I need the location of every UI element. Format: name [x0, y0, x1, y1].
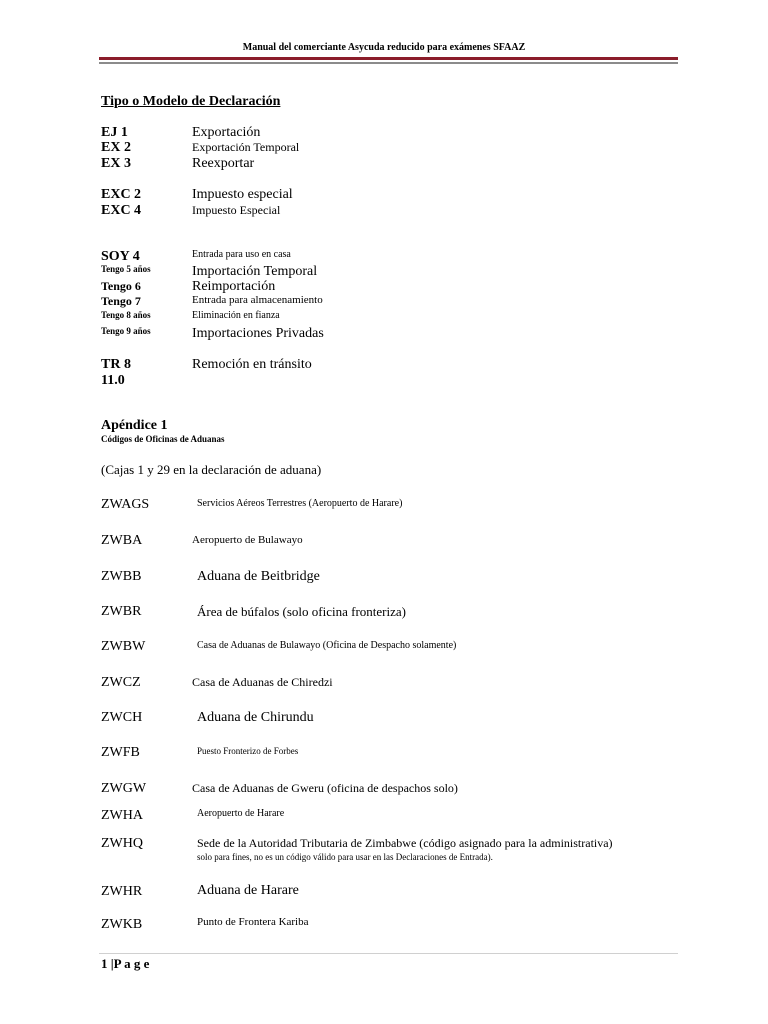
office-desc: Puesto Fronterizo de Forbes	[197, 746, 299, 756]
declaration-desc: Importaciones Privadas	[192, 326, 324, 341]
declaration-code: Tengo 9 años	[101, 326, 151, 336]
declaration-code: TR 8	[101, 357, 131, 372]
office-code: ZWHQ	[101, 836, 143, 851]
office-code: ZWKB	[101, 917, 143, 932]
office-desc: Casa de Aduanas de Bulawayo (Oficina de Despacho solamente)	[197, 640, 457, 651]
declaration-code: SOY 4	[101, 249, 140, 264]
declaration-code: EXC 2	[101, 187, 142, 202]
office-code: ZWBB	[101, 569, 142, 584]
declaration-code: Tengo 7	[101, 294, 141, 308]
declaration-code: EX 2	[101, 140, 131, 155]
office-code: ZWBW	[101, 639, 146, 654]
declaration-code: EJ 1	[101, 125, 128, 140]
office-desc: Aeropuerto de Bulawayo	[192, 534, 303, 546]
page-number: 1 |P a g e	[101, 956, 150, 971]
office-desc: Aduana de Harare	[197, 883, 299, 898]
declaration-code: Tengo 8 años	[101, 310, 151, 320]
office-desc: Aduana de Chirundu	[197, 710, 314, 725]
appendix-note: (Cajas 1 y 29 en la declaración de aduana)	[101, 462, 322, 477]
declaration-desc: Impuesto especial	[192, 187, 293, 202]
office-desc-continuation: solo para fines, no es un código válido para usar en las Declaraciones de Entrada).	[197, 852, 493, 862]
office-code: ZWCH	[101, 710, 143, 725]
office-desc: Casa de Aduanas de Gweru (oficina de despachos solo)	[192, 781, 458, 795]
office-code: ZWCZ	[101, 675, 141, 690]
appendix-subtitle: Códigos de Oficinas de Aduanas	[101, 434, 225, 444]
declaration-code: EX 3	[101, 156, 131, 171]
office-desc: Área de búfalos (solo oficina fronteriza)	[197, 604, 406, 619]
office-desc: Aeropuerto de Harare	[197, 808, 285, 819]
header-rule-maroon	[99, 57, 678, 60]
declaration-desc: Reimportación	[192, 279, 276, 294]
declaration-code: Tengo 6	[101, 279, 141, 293]
office-code: ZWAGS	[101, 497, 150, 512]
declaration-desc: Impuesto Especial	[192, 203, 281, 217]
office-code: ZWBA	[101, 533, 143, 548]
declaration-desc: Entrada para almacenamiento	[192, 294, 323, 306]
footer-rule	[99, 953, 678, 954]
header-rule-grey	[99, 62, 678, 64]
office-desc: Casa de Aduanas de Chiredzi	[192, 675, 333, 689]
declaration-code: EXC 4	[101, 203, 142, 218]
declaration-code: 11.0	[101, 373, 125, 388]
office-code: ZWFB	[101, 745, 140, 760]
office-desc: Sede de la Autoridad Tributaria de Zimbabwe (código asignado para la administrativa)	[197, 836, 613, 850]
declaration-desc: Reexportar	[192, 156, 255, 171]
declaration-desc: Importación Temporal	[192, 264, 318, 279]
office-desc: Aduana de Beitbridge	[197, 569, 320, 584]
office-code: ZWHA	[101, 808, 143, 823]
office-desc: Servicios Aéreos Terrestres (Aeropuerto de Harare)	[197, 498, 403, 509]
office-code: ZWGW	[101, 781, 147, 796]
declaration-code: Tengo 5 años	[101, 264, 151, 274]
office-code: ZWBR	[101, 604, 142, 619]
declaration-desc: Eliminación en fianza	[192, 310, 280, 321]
appendix-title: Apéndice 1	[101, 418, 168, 433]
office-code: ZWHR	[101, 884, 143, 899]
declaration-desc: Remoción en tránsito	[192, 357, 312, 372]
declaration-desc: Exportación	[192, 125, 261, 140]
header-title: Manual del comerciante Asycuda reducido para exámenes SFAAZ	[242, 42, 526, 53]
section-heading-declaration-types: Tipo o Modelo de Declaración	[101, 94, 281, 109]
declaration-desc: Exportación Temporal	[192, 140, 300, 154]
office-desc: Punto de Frontera Kariba	[197, 916, 309, 928]
declaration-desc: Entrada para uso en casa	[192, 249, 291, 260]
